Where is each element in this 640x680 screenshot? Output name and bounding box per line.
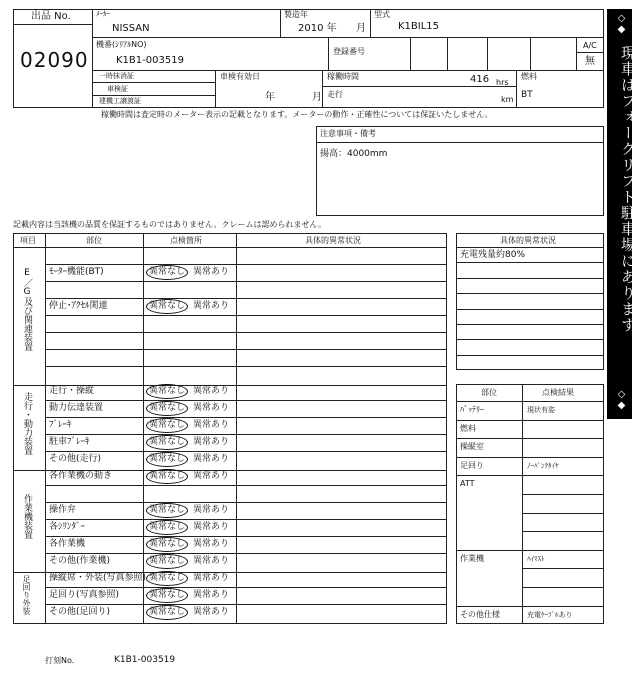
banner-diamond-top: ◇◆ [616,13,627,35]
result-row-value: 現状有姿 [527,406,555,414]
result-header-part: 部位 [481,388,497,397]
registration-label: 登録番号 [333,47,365,56]
banner-diamond-bottom: ◇◆ [616,389,627,411]
serial-value: K1B1-003519 [116,55,184,66]
remarks-box [316,126,604,216]
ok-oval[interactable] [146,452,188,467]
row-part: その他(作業機) [49,556,111,566]
ok-oval[interactable] [146,520,188,535]
hours-unit: hrs [496,78,509,87]
hours-label: 稼働時間 [327,72,359,81]
result-row-part: その他仕様 [460,610,500,619]
ok-oval[interactable] [146,418,188,433]
year-value: 2010 年 [298,23,337,34]
ng-label[interactable]: 異常あり [193,590,230,600]
ok-oval[interactable] [146,384,188,399]
result-row-part: 操縦室 [460,442,484,451]
ng-label[interactable]: 異常あり [193,403,230,413]
row-part: 操作弁 [49,505,77,515]
year-label: 製造年 [284,10,308,19]
row-part: 停止･ｱｸｾﾙ関連 [49,301,108,311]
ok-oval[interactable] [146,435,188,450]
lot-no-label: 出品 No. [31,11,71,22]
ng-label[interactable]: 異常あり [193,573,230,583]
ok-oval[interactable] [146,299,188,314]
ok-label: 異常なし [148,454,185,464]
ok-oval[interactable] [146,265,188,280]
ok-oval[interactable] [146,605,188,620]
stamp-value: K1B1-003519 [114,655,176,665]
row-part: その他(走行) [49,454,102,464]
ng-label[interactable]: 異常あり [193,471,230,481]
inspection-label: 車検有効日 [220,72,260,81]
result-row-part: ﾊﾞｯﾃﾘｰ [460,405,484,414]
month-suffix: 月 [356,23,366,34]
result-header-result: 点検結果 [542,388,574,397]
inspection-year: 年 [265,92,275,103]
maker-label: ﾒｰｶｰ [96,10,110,18]
group-chassis: 足回り外装 [22,575,31,615]
banner-text: 現車はフォークリフト駐車場にあります [619,45,637,333]
hours-note: 稼働時間は査定時のメーター表示の記載となります。メーターの動作・正確性については保証いたしません。 [101,110,493,119]
model-label: 型式 [374,10,390,19]
mileage-unit: km [501,95,514,104]
ok-label: 異常なし [148,471,185,481]
ng-label[interactable]: 異常あり [193,556,230,566]
row-part: その他(足回り) [49,607,111,617]
ok-oval[interactable] [146,503,188,518]
ng-label[interactable]: 異常あり [193,437,230,447]
col-header-part: 部位 [86,236,102,245]
ng-label[interactable]: 異常あり [193,420,230,430]
row-part: ﾌﾞﾚｰｷ [49,420,72,430]
result-row-part: 足回り [460,461,484,470]
ok-label: 異常なし [148,522,185,532]
row-part: 各ｼﾘﾝﾀﾞｰ [49,522,86,532]
detail-header: 具体的異常状況 [500,236,556,245]
ok-oval[interactable] [146,401,188,416]
ok-oval[interactable] [146,554,188,569]
ng-label[interactable]: 異常あり [193,301,230,311]
result-row-value: 充電ｹｰﾌﾞﾙあり [527,611,573,619]
maker-value: NISSAN [112,23,150,34]
ok-oval[interactable] [146,588,188,603]
ok-oval[interactable] [146,537,188,552]
ac-label: A/C [583,41,597,50]
result-row-part: 燃料 [460,424,476,433]
ok-label: 異常なし [148,573,185,583]
ng-label[interactable]: 異常あり [193,386,230,396]
ok-label: 異常なし [148,505,185,515]
row-part: ﾓｰﾀｰ機能(BT) [49,267,104,277]
serial-label: 機番(ｼﾘｱﾙNO) [96,40,147,49]
mileage-label: 走行 [327,90,343,99]
ng-label[interactable]: 異常あり [193,607,230,617]
hours-value: 416 [470,74,490,85]
disclaimer: 記載内容は当該機の品質を保証するものではありません。クレームは認められません。 [13,220,326,229]
row-part: 駐車ﾌﾞﾚｰｷ [49,437,90,447]
result-row-value: ﾊｲﾏｽﾄ [527,555,545,563]
ok-label: 異常なし [148,301,185,311]
cert1-label: 一時抹消証 [99,72,134,80]
col-header-check: 点検箇所 [170,236,202,245]
ok-label: 異常なし [148,267,185,277]
ok-label: 異常なし [148,539,185,549]
ok-label: 異常なし [148,403,185,413]
row-part: 足回り(写真参照) [49,590,120,600]
col-header-detail: 具体的異常状況 [305,236,361,245]
ok-oval[interactable] [146,571,188,586]
inspection-month: 月 [312,92,322,103]
group-engine: E／G及び関連装置 [22,268,32,351]
group-work: 作業機装置 [22,494,32,539]
ok-label: 異常なし [148,607,185,617]
row-part: 操縦席・外装(写真参照) [49,573,147,583]
fuel-value: BT [521,90,533,100]
ng-label[interactable]: 異常あり [193,522,230,532]
row-part: 各作業機 [49,539,86,549]
ok-oval[interactable] [146,469,188,484]
result-row-part: ATT [460,479,475,488]
ng-label[interactable]: 異常あり [193,539,230,549]
ok-label: 異常なし [148,420,185,430]
ng-label[interactable]: 異常あり [193,267,230,277]
result-row-value: ﾉｰﾊﾟﾝｸﾀｲﾔ [527,462,559,470]
ok-label: 異常なし [148,556,185,566]
ac-value: 無 [585,56,595,67]
parking-banner [607,9,637,419]
result-row-part: 作業機 [460,554,484,563]
ng-label[interactable]: 異常あり [193,505,230,515]
row-part: 各作業機の動き [49,471,113,481]
remarks-label: 注意事項・備考 [320,129,376,138]
remarks-text: 揚高：4000mm [320,149,388,159]
ng-label[interactable]: 異常あり [193,454,230,464]
cert2-label: 車検証 [107,85,128,93]
group-drive: 走行・動力装置 [22,392,32,455]
row-part: 動力伝達装置 [49,403,104,413]
row-part: 走行・操縦 [49,386,95,396]
detail-row: 充電残量約80% [460,250,526,260]
lot-no: 02090 [20,48,89,72]
fuel-label: 燃料 [521,72,537,81]
col-header-item: 項目 [20,236,36,245]
ok-label: 異常なし [148,590,185,600]
cert3-label: 建機工譲渡証 [99,97,141,105]
model-value: K1BIL15 [398,21,440,32]
stamp-label: 打刻No. [45,656,75,665]
ok-label: 異常なし [148,437,185,447]
ok-label: 異常なし [148,386,185,396]
